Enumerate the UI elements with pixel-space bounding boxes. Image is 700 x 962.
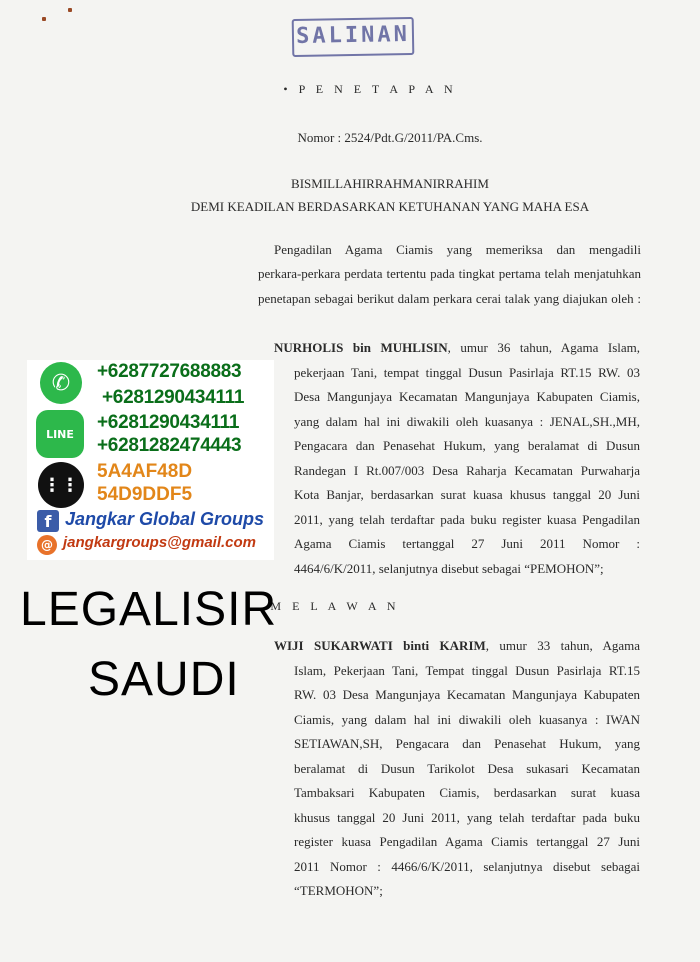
intro-line-2: perkara-perkara perdata tertentu pada tingkat pertama telah menjatuhkan [258, 266, 641, 281]
salinan-stamp: SALINAN [292, 17, 415, 57]
pemohon-heading: NURHOLIS bin MUHLISIN, umur 36 tahun, Agama Islam, [274, 340, 640, 355]
contact-email: jangkargroups@gmail.com [63, 534, 257, 551]
body-line: RW. 03 Desa Mangunjaya Kecamatan Mangunjaya Kabupaten [294, 687, 640, 702]
melawan-heading: M E L A W A N [270, 599, 400, 613]
email-icon: @ [37, 535, 57, 555]
phone-number: +6281282474443 [97, 435, 242, 456]
body-line: “TERMOHON”; [294, 883, 383, 898]
document-title: • P E N E T A P A N [283, 82, 457, 96]
overlay-saudi: SAUDI [88, 653, 240, 706]
body-line: Pengacara dan Penasehat Hukum, yang beralamat di Dusun [294, 438, 640, 453]
body-line: Tambaksari Kabupaten Ciamis, berdasarkan surat kuasa [294, 785, 640, 800]
phone-number: +6281290434111 [102, 387, 245, 408]
blackberry-icon: ⋮⋮ [38, 462, 84, 508]
body-line: Desa Mangunjaya Kecamatan Mangunjaya Kabupaten Ciamis, [294, 389, 640, 404]
body-line: Agama Ciamis tertanggal 27 Juni 2011 Nomor : [294, 536, 640, 551]
overlay-legalisir: LEGALISIR [20, 583, 278, 636]
intro-line-3: penetapan sebagai berikut dalam perkara cerai talak yang diajukan oleh : [258, 291, 641, 306]
speck-mark [42, 17, 46, 21]
body-line: yang dalam hal ini diwakili oleh kuasanya : JENAL,SH.,MH, [294, 413, 640, 429]
body-line: SETIAWAN,SH, Pengacara dan Penasehat Hukum, yang [294, 736, 640, 751]
body-line: Randegan I Rt.007/003 Desa Raharja Kecamatan Purwaharja [294, 462, 640, 478]
phone-number: +6287727688883 [97, 361, 242, 382]
body-line: 2011, yang telah terdaftar pada buku register kuasa Pengadilan [294, 511, 640, 527]
body-line: beralamat di Dusun Tarikolot Desa sukasari Kecamatan [294, 760, 640, 776]
pemohon-body [294, 361, 640, 582]
case-number: Nomor : 2524/Pdt.G/2011/PA.Cms. [297, 130, 483, 145]
pemohon-name: NURHOLIS bin MUHLISIN [274, 340, 448, 355]
body-line: 4464/6/K/2011, selanjutnya disebut sebagai “PEMOHON”; [294, 560, 604, 576]
termohon-heading: WIJI SUKARWATI binti KARIM, umur 33 tahun, Agama [274, 638, 640, 653]
termohon-body [294, 659, 640, 904]
whatsapp-icon: ✆ [40, 362, 82, 404]
termohon-name: WIJI SUKARWATI binti KARIM [274, 638, 486, 653]
body-line: Ciamis, yang dalam hal ini diwakili oleh kuasanya : IWAN [294, 711, 640, 727]
body-line: 2011 Nomor : 4466/6/K/2011, selanjutnya disebut sebagai [294, 858, 640, 874]
line-icon: LINE [36, 410, 84, 458]
facebook-icon: f [37, 510, 59, 532]
bbm-pin: 54D9DDF5 [97, 484, 193, 505]
demi-keadilan: DEMI KEADILAN BERDASARKAN KETUHANAN YANG MAHA ESA [190, 199, 590, 214]
body-line: Islam, Pekerjaan Tani, Tempat tinggal Dusun Pasirlaja RT.15 [294, 662, 640, 678]
phone-number: +6281290434111 [97, 412, 240, 433]
contact-overlay [27, 360, 274, 560]
brand-name: Jangkar Global Groups [65, 509, 265, 529]
body-line: Kota Banjar, berdasarkan surat kuasa khusus tanggal 20 Juni [294, 487, 640, 502]
body-line: register kuasa Pengadilan Agama Ciamis tertanggal 27 Juni [294, 834, 640, 849]
body-line: pekerjaan Tani, tempat tinggal Dusun Pasirlaja RT.15 RW. 03 [294, 364, 640, 380]
bismillah: BISMILLAHIRRAHMANIRRAHIM [291, 176, 489, 191]
body-line: khusus tanggal 20 Juni 2011, yang telah terdaftar pada buku [294, 809, 640, 825]
intro-line-1: Pengadilan Agama Ciamis yang memeriksa dan mengadili [274, 242, 641, 257]
bbm-pin: 5A4AF48D [97, 461, 193, 482]
speck-mark [68, 8, 72, 12]
